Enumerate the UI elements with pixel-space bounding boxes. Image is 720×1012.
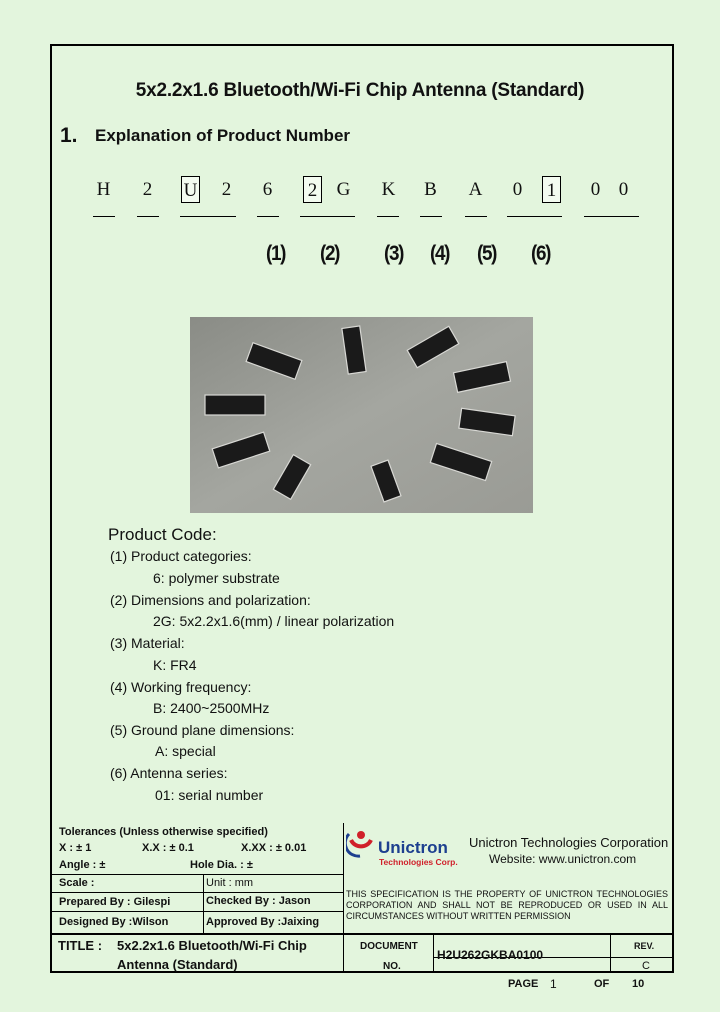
document-title: 5x2.2x1.6 Bluetooth/Wi-Fi Chip Antenna (Standard) bbox=[135, 80, 585, 101]
product-code-label: (5) Ground plane dimensions: bbox=[110, 722, 295, 738]
pn-underline bbox=[137, 216, 159, 217]
product-code-value: B: 2400~2500MHz bbox=[153, 700, 270, 716]
document-label: DOCUMENT bbox=[360, 941, 418, 952]
pn-underline bbox=[257, 216, 279, 217]
group-label: (2) bbox=[320, 242, 340, 265]
title-block-line bbox=[52, 911, 344, 912]
revision-label: REV. bbox=[634, 941, 655, 951]
pn-char: B bbox=[424, 179, 437, 200]
product-code-value: 01: serial number bbox=[155, 787, 264, 803]
title-block-line bbox=[203, 874, 204, 933]
tolerance-xx: X.X : ± 0.1 bbox=[142, 842, 194, 854]
product-code-label: (4) Working frequency: bbox=[110, 679, 252, 695]
scale-label: Scale : bbox=[59, 877, 95, 889]
product-code-value: 6: polymer substrate bbox=[153, 570, 280, 586]
section-number: 1. bbox=[60, 124, 78, 147]
pn-char: K bbox=[381, 179, 396, 200]
pn-char: G bbox=[336, 179, 351, 200]
document-no-label: NO. bbox=[383, 961, 401, 972]
pn-char: 2 bbox=[303, 176, 322, 203]
pn-char: 2 bbox=[142, 179, 153, 200]
pn-underline bbox=[180, 216, 236, 217]
title-line-2: Antenna (Standard) bbox=[117, 957, 238, 972]
logo-subtitle: Technologies Corp. bbox=[379, 857, 458, 867]
tolerances-heading: Tolerances (Unless otherwise specified) bbox=[59, 826, 268, 838]
page-label: PAGE bbox=[508, 978, 539, 990]
prepared-by: Prepared By : Gilespi bbox=[59, 896, 171, 908]
pn-char: 2 bbox=[221, 179, 232, 200]
pn-underline bbox=[420, 216, 442, 217]
company-website: Website: www.unictron.com bbox=[489, 852, 637, 866]
pn-char: H bbox=[96, 179, 111, 200]
company-name: Unictron Technologies Corporation bbox=[469, 835, 669, 850]
pn-underline bbox=[507, 216, 562, 217]
angle-tolerance: Angle : ± bbox=[59, 859, 106, 871]
pn-char: U bbox=[181, 176, 200, 203]
pn-underline bbox=[93, 216, 115, 217]
group-label: (1) bbox=[266, 242, 286, 265]
title-line-1: 5x2.2x1.6 Bluetooth/Wi-Fi Chip bbox=[117, 938, 307, 953]
logo-wordmark: Unictron bbox=[378, 838, 448, 857]
group-label: (4) bbox=[430, 242, 450, 265]
document-number: H2U262GKBA0100 bbox=[437, 948, 544, 962]
title-block-line bbox=[343, 823, 344, 973]
group-label: (6) bbox=[531, 242, 551, 265]
title-block-line bbox=[610, 933, 611, 973]
unictron-logo-icon bbox=[346, 826, 376, 866]
product-code-value: A: special bbox=[155, 743, 216, 759]
group-label: (3) bbox=[384, 242, 404, 265]
pn-char: 0 bbox=[590, 179, 601, 200]
pn-char: A bbox=[468, 179, 483, 200]
product-code-value: 2G: 5x2.2x1.6(mm) / linear polarization bbox=[153, 613, 395, 629]
hole-tolerance: Hole Dia. : ± bbox=[190, 859, 253, 871]
checked-by: Checked By : Jason bbox=[206, 895, 311, 907]
pn-underline bbox=[584, 216, 639, 217]
total-pages: 10 bbox=[632, 978, 645, 990]
title-block-line bbox=[52, 892, 344, 893]
chip-antenna-photo bbox=[190, 317, 533, 513]
of-label: OF bbox=[594, 978, 610, 990]
section-title: Explanation of Product Number bbox=[95, 126, 351, 145]
title-block-line bbox=[433, 933, 434, 973]
pn-underline bbox=[377, 216, 399, 217]
product-code-label: (6) Antenna series: bbox=[110, 765, 228, 781]
pn-underline bbox=[300, 216, 355, 217]
tolerance-xxx: X.XX : ± 0.01 bbox=[241, 842, 307, 854]
product-code-label: (1) Product categories: bbox=[110, 548, 252, 564]
product-code-label: (3) Material: bbox=[110, 635, 185, 651]
title-block-line bbox=[52, 874, 344, 875]
title-block-line bbox=[52, 933, 674, 935]
unit-label: Unit : mm bbox=[206, 877, 254, 889]
product-code-heading: Product Code: bbox=[108, 525, 217, 544]
designed-by: Designed By :Wilson bbox=[59, 916, 169, 928]
page-number: 1 bbox=[550, 977, 557, 991]
product-code-value: K: FR4 bbox=[153, 657, 197, 673]
group-label: (5) bbox=[477, 242, 497, 265]
revision-value: C bbox=[642, 960, 650, 972]
pn-char: 0 bbox=[512, 179, 523, 200]
pn-char: 0 bbox=[618, 179, 629, 200]
approved-by: Approved By :Jaixing bbox=[206, 916, 320, 928]
pn-char: 6 bbox=[262, 179, 273, 200]
pn-underline bbox=[465, 216, 487, 217]
pn-char: 1 bbox=[542, 176, 561, 203]
title-label: TITLE : bbox=[58, 938, 103, 953]
tolerance-x: X : ± 1 bbox=[59, 842, 92, 854]
property-notice: THIS SPECIFICATION IS THE PROPERTY OF UNICTRON TECHNOLOGIES CORPORATION AND SHALL NOT BE REPRODUCED OR USED IN ALL CIRCUMSTANCES WITHOUT WRITTEN PERMISSION bbox=[346, 889, 668, 921]
product-code-label: (2) Dimensions and polarization: bbox=[110, 592, 311, 608]
